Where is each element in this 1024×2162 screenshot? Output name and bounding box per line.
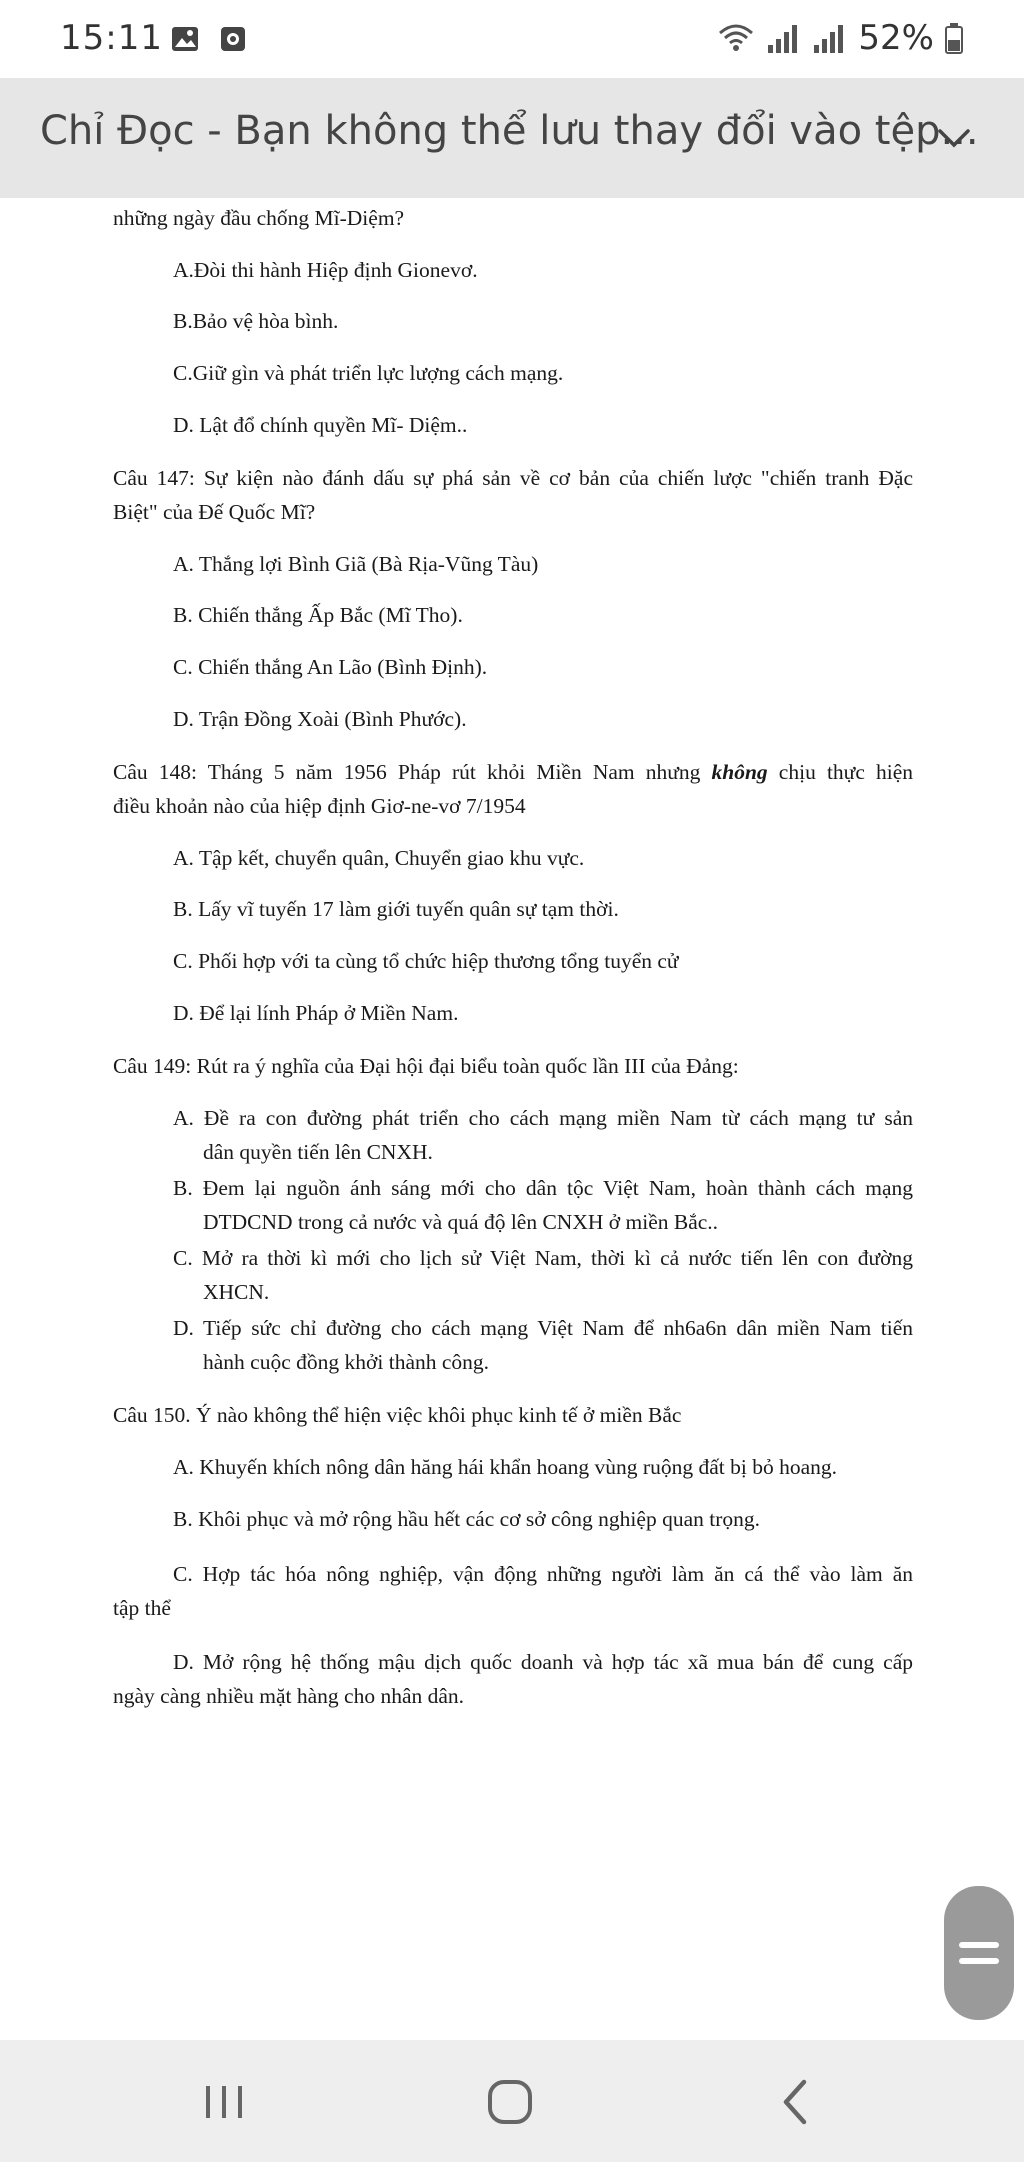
q150-option-d-line-1: D. Mở rộng hệ thống mậu dịch quốc doanh và hợp tác xã mua bán để cung cấp [173, 1650, 913, 1674]
q149-option-a-line-1: A. Đề ra con đường phát triển cho cách mạng miền Nam từ cách mạng tư sản [173, 1106, 913, 1130]
chevron-down-icon[interactable] [932, 116, 976, 160]
q148-line-1-c: chịu thực hiện [767, 760, 913, 784]
gallery-icon [170, 24, 200, 54]
q148-option-d: D. Để lại lính Pháp ở Miền Nam. [173, 1001, 459, 1025]
q149-option-d-line-2: hành cuộc đồng khởi thành công. [203, 1350, 490, 1374]
q149-option-c-line-2: XHCN. [203, 1280, 270, 1304]
banner-title: Chỉ Đọc - Bạn không thể lưu thay đổi vào tệp... [40, 108, 979, 154]
wifi-icon [716, 21, 756, 55]
q149-option-d-line-1: D. Tiếp sức chỉ đường cho cách mạng Việt Nam để nh6a6n dân miền Nam tiến [173, 1316, 913, 1340]
recent-apps-button[interactable] [192, 2070, 256, 2134]
scroll-grip-line-2 [959, 1958, 999, 1964]
document-page[interactable] [0, 198, 1024, 2040]
battery-percent: 52% [858, 18, 934, 58]
q147-option-a: A. Thắng lợi Bình Giã (Bà Rịa-Vũng Tàu) [173, 552, 539, 576]
q150-line-1: Câu 150. Ý nào không thể hiện việc khôi phục kinh tế ở miền Bắc [113, 1403, 682, 1427]
q147-line-2: Biệt" của Đế Quốc Mĩ? [113, 500, 316, 524]
q148-line-1 [113, 760, 913, 785]
q147-option-d: D. Trận Đồng Xoài (Bình Phước). [173, 707, 467, 731]
q147-line-1: Câu 147: Sự kiện nào đánh dấu sự phá sản về cơ bản của chiến lược "chiến tranh Đặc [113, 466, 913, 490]
q148-option-b: B. Lấy vĩ tuyến 17 làm giới tuyến quân sự tạm thời. [173, 897, 619, 921]
q148-option-a: A. Tập kết, chuyển quân, Chuyển giao khu vực. [173, 846, 585, 870]
q150-option-b: B. Khôi phục và mở rộng hầu hết các cơ sở công nghiệp quan trọng. [173, 1507, 760, 1531]
q148-line-1-a: Câu 148: Tháng 5 năm 1956 Pháp rút khỏi Miền Nam nhưng [113, 760, 712, 784]
q149-option-b-line-1: B. Đem lại nguồn ánh sáng mới cho dân tộc Việt Nam, hoàn thành cách mạng [173, 1176, 913, 1200]
signal-icon [766, 21, 802, 55]
intro-option-b: B.Bảo vệ hòa bình. [173, 309, 339, 333]
media-icon [218, 24, 248, 54]
q148-emphasis: không [711, 760, 768, 784]
q149-line-1: Câu 149: Rút ra ý nghĩa của Đại hội đại biểu toàn quốc lần III của Đảng: [113, 1054, 739, 1078]
q150-option-c-line-1: C. Hợp tác hóa nông nghiệp, vận động những người làm ăn cá thể vào làm ăn [173, 1562, 913, 1586]
scroll-grip-line-1 [959, 1942, 999, 1948]
q150-option-d-line-2: ngày càng nhiều mặt hàng cho nhân dân. [113, 1684, 465, 1708]
q149-option-c-line-1: C. Mở ra thời kì mới cho lịch sử Việt Nam, thời kì cả nước tiến lên con đường [173, 1246, 913, 1270]
q149-option-a-line-2: dân quyền tiến lên CNXH. [203, 1140, 433, 1164]
q150-option-c-line-2: tập thể [113, 1596, 171, 1620]
q147-option-c: C. Chiến thắng An Lão (Bình Định). [173, 655, 488, 679]
q148-option-c: C. Phối hợp với ta cùng tổ chức hiệp thương tổng tuyển cử [173, 949, 679, 973]
read-only-banner[interactable] [0, 78, 1024, 198]
intro-option-c: C.Giữ gìn và phát triển lực lượng cách mạng. [173, 361, 564, 385]
navigation-bar [0, 2040, 1024, 2162]
status-time: 15:11 [60, 18, 163, 58]
q148-line-2: điều khoản nào của hiệp định Giơ-ne-vơ 7/1954 [113, 794, 526, 818]
q149-option-b-line-2: DTDCND trong cả nước và quá độ lên CNXH ở miền Bắc.. [203, 1210, 719, 1234]
q150-option-a: A. Khuyến khích nông dân hăng hái khẩn hoang vùng ruộng đất bị bỏ hoang. [173, 1455, 837, 1479]
status-right [716, 18, 964, 58]
battery-icon [944, 21, 964, 55]
home-button[interactable] [478, 2070, 542, 2134]
intro-option-a: A.Đòi thi hành Hiệp định Gionevơ. [173, 258, 478, 282]
intro-option-d: D. Lật đổ chính quyền Mĩ- Diệm.. [173, 413, 468, 437]
back-button[interactable] [764, 2070, 828, 2134]
status-bar [0, 0, 1024, 78]
fast-scroll-handle[interactable] [944, 1886, 1014, 2020]
q147-option-b: B. Chiến thắng Ấp Bắc (Mĩ Tho). [173, 603, 463, 627]
intro-line: những ngày đầu chống Mĩ-Diệm? [113, 206, 405, 230]
signal-icon-2 [812, 21, 848, 55]
